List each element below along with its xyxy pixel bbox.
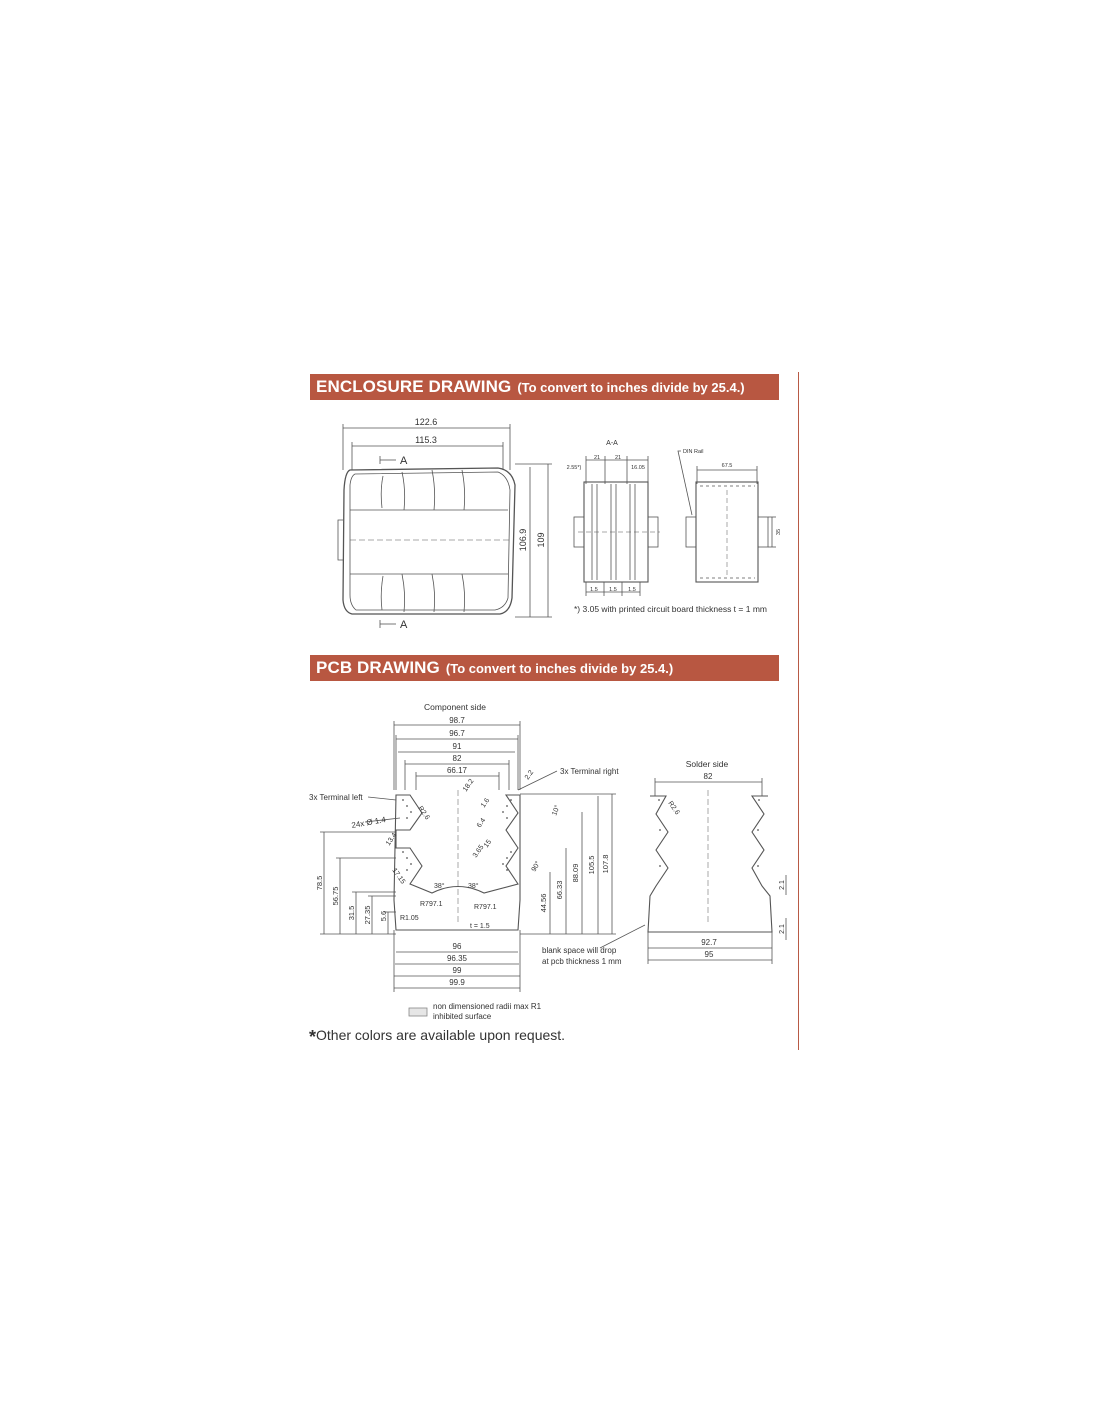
solder-r2-6: R2.6 xyxy=(666,800,681,817)
dim-122-6: 122.6 xyxy=(414,417,438,427)
solder-dim-92-7: 92.7 xyxy=(701,938,717,947)
left-dim-56-75: 56.75 xyxy=(331,886,340,906)
r1-05: R1.05 xyxy=(400,915,419,922)
legend-line-1: non dimensioned radii max R1 xyxy=(433,1002,542,1011)
sec-dim-1-5-b: 1.5 xyxy=(609,587,617,593)
top-dim-66-17: 66.17 xyxy=(446,766,468,775)
sec-dim-2-55: 2.55*) xyxy=(566,465,582,471)
side-dim-35: 35 xyxy=(776,528,782,536)
r797-right: R797.1 xyxy=(474,904,497,911)
enclosure-drawing-subtitle: (To convert to inches divide by 25.4.) xyxy=(517,379,745,395)
dim-106-9: 106.9 xyxy=(518,528,528,552)
bottom-dim-99: 99 xyxy=(452,966,462,975)
angle-10: 10° xyxy=(551,804,562,817)
dim-2-2: 2.2 xyxy=(523,769,536,782)
top-dim-91: 91 xyxy=(452,742,462,751)
right-dim-44-56: 44.56 xyxy=(539,893,548,913)
right-dim-105-5: 105.5 xyxy=(587,855,596,875)
right-dim-66-33: 66.33 xyxy=(555,880,564,900)
angle-90: 90° xyxy=(530,860,543,873)
availability-note xyxy=(309,1027,565,1048)
top-dim-82: 82 xyxy=(452,754,462,763)
sec-dim-16-05: 16.05 xyxy=(631,465,645,471)
dim-13-4: 13.4 xyxy=(384,831,399,848)
pcb-drawing-title: PCB DRAWING xyxy=(316,658,440,677)
section-marker-top: A xyxy=(400,455,408,467)
note-text: Other colors are available upon request. xyxy=(316,1027,566,1043)
solder-dim-2-1-a: 2.1 xyxy=(779,880,786,890)
angle-38-left: 38° xyxy=(434,883,445,890)
sec-dim-21-a: 21 xyxy=(593,455,601,461)
legend-line-2: inhibited surface xyxy=(433,1012,492,1021)
top-dim-98-7: 98.7 xyxy=(449,716,465,725)
bottom-dim-96-35: 96.35 xyxy=(446,954,468,963)
solder-dim-82: 82 xyxy=(703,772,713,781)
right-dim-107-8: 107.8 xyxy=(601,854,610,874)
blank-space-note-1: blank space will drop xyxy=(542,946,617,955)
sec-dim-1-5-a: 1.5 xyxy=(590,587,598,593)
terminal-right-label: 3x Terminal right xyxy=(560,767,619,776)
thickness-label: t = 1.5 xyxy=(470,923,490,930)
angle-38-right: 38° xyxy=(468,883,479,890)
enclosure-footnote: *) 3.05 with printed circuit board thickness t = 1 mm xyxy=(574,604,767,614)
dim-115-3: 115.3 xyxy=(415,435,437,445)
sec-dim-1-5-c: 1.5 xyxy=(628,587,636,593)
dim-15: 15 xyxy=(482,838,494,850)
solder-dim-2-1-b: 2.1 xyxy=(779,924,786,934)
pcb-drawing-subtitle: (To convert to inches divide by 25.4.) xyxy=(445,660,674,676)
blank-space-note-2: at pcb thickness 1 mm xyxy=(542,957,622,966)
side-dim-67-5: 67.5 xyxy=(721,463,733,469)
hole-spec-label: 24x Ø 1.4 xyxy=(350,815,387,830)
bottom-dim-96: 96 xyxy=(452,942,462,951)
left-dim-27-35: 27.35 xyxy=(363,905,372,925)
r2-6-label: R2.6 xyxy=(416,805,431,822)
right-dim-88-09: 88.09 xyxy=(571,863,580,883)
enclosure-drawing-title: ENCLOSURE DRAWING xyxy=(316,377,512,396)
sec-dim-21-b: 21 xyxy=(614,455,622,461)
note-asterisk: * xyxy=(309,1027,317,1047)
section-marker-bottom: A xyxy=(400,619,408,631)
left-dim-5-6: 5.6 xyxy=(379,910,388,922)
terminal-left-label: 3x Terminal left xyxy=(309,793,363,802)
dim-17-15: 17.15 xyxy=(390,867,407,886)
left-dim-31-5: 31.5 xyxy=(347,905,356,921)
solder-side-label: Solder side xyxy=(685,759,729,769)
dim-3-65: 3.65 xyxy=(471,843,486,860)
dim-6-4: 6.4 xyxy=(475,817,488,830)
left-dim-78-5: 78.5 xyxy=(315,875,324,891)
section-label: A-A xyxy=(606,440,618,447)
dim-109: 109 xyxy=(536,532,546,548)
dim-1-6: 1.6 xyxy=(479,797,492,810)
bottom-dim-99-9: 99.9 xyxy=(449,978,465,987)
dim-18-2: 18.2 xyxy=(461,777,476,794)
r797-left: R797.1 xyxy=(420,901,443,908)
din-rail-label: DIN Rail xyxy=(683,449,704,455)
component-side-label: Component side xyxy=(424,702,486,712)
solder-dim-95: 95 xyxy=(704,950,714,959)
top-dim-96-7: 96.7 xyxy=(449,729,465,738)
